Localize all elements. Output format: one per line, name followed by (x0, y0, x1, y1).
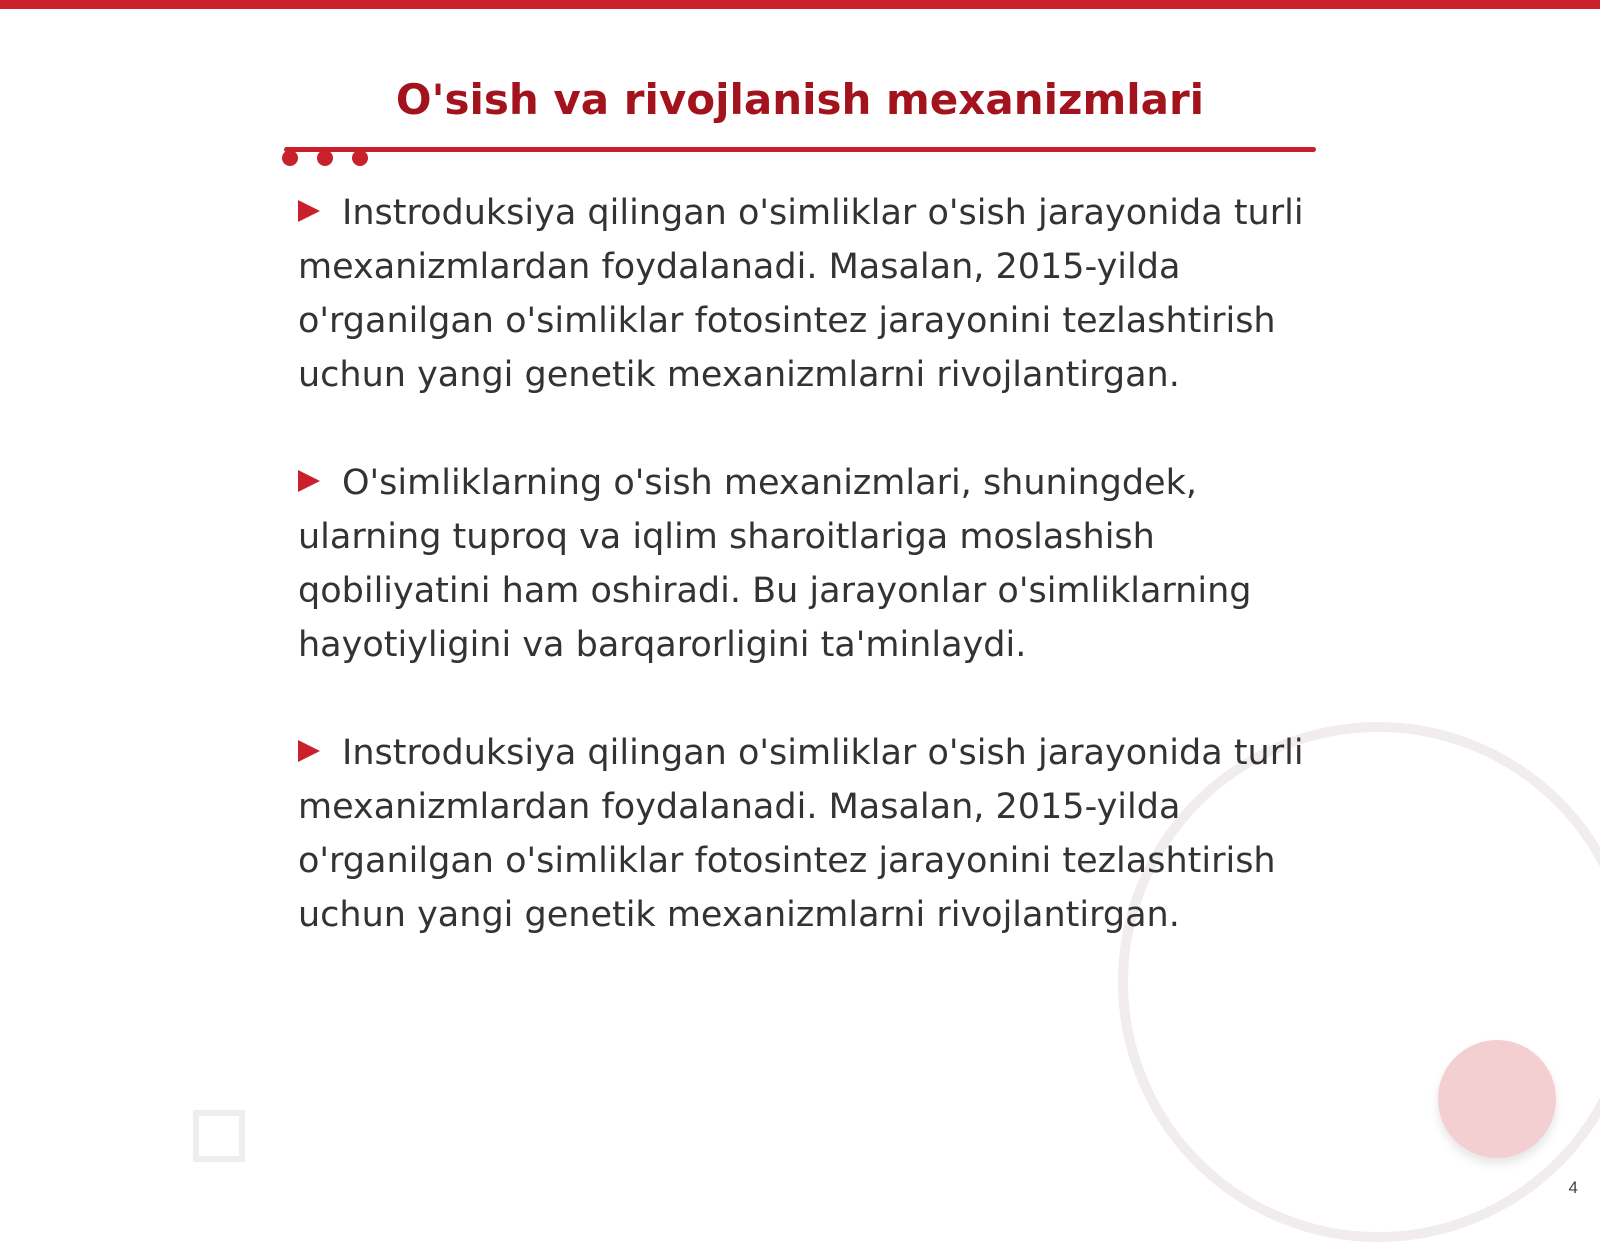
decorative-square (193, 1110, 245, 1162)
bullet-paragraph (298, 186, 1318, 402)
underline-dot (352, 150, 368, 166)
underline-dot (282, 150, 298, 166)
slide-title: O'sish va rivojlanish mexanizmlari (395, 75, 1205, 124)
page-number: 4 (1568, 1178, 1578, 1197)
decorative-circle (1438, 1040, 1556, 1158)
triangle-right-icon (298, 470, 320, 492)
underline-dot (317, 150, 333, 166)
paragraph-text: Instroduksiya qilingan o'simliklar o'sish jarayonida turli mexanizmlardan foydalanadi. Masalan, 2015-yilda o'rganilgan o'simliklar fotosintez jarayonini tezlashtirish uchun yangi genetik mexanizmlarni rivojlantirgan. (298, 733, 1304, 935)
bullet-list (298, 186, 1318, 996)
paragraph-text: O'simliklarning o'sish mexanizmlari, shuningdek, ularning tuproq va iqlim sharoitlariga moslashish qobiliyatini ham oshiradi. Bu jarayonlar o'simliklarning hayotiyligini va barqarorligini ta'minlaydi. (298, 463, 1252, 665)
triangle-right-icon (298, 740, 320, 762)
triangle-right-icon (298, 200, 320, 222)
bullet-paragraph (298, 456, 1318, 672)
top-accent-bar (0, 0, 1600, 9)
paragraph-text: Instroduksiya qilingan o'simliklar o'sish jarayonida turli mexanizmlardan foydalanadi. Masalan, 2015-yilda o'rganilgan o'simliklar fotosintez jarayonini tezlashtirish uchun yangi genetik mexanizmlarni rivojlantirgan. (298, 193, 1304, 395)
title-underline (284, 147, 1316, 152)
bullet-paragraph (298, 726, 1318, 942)
